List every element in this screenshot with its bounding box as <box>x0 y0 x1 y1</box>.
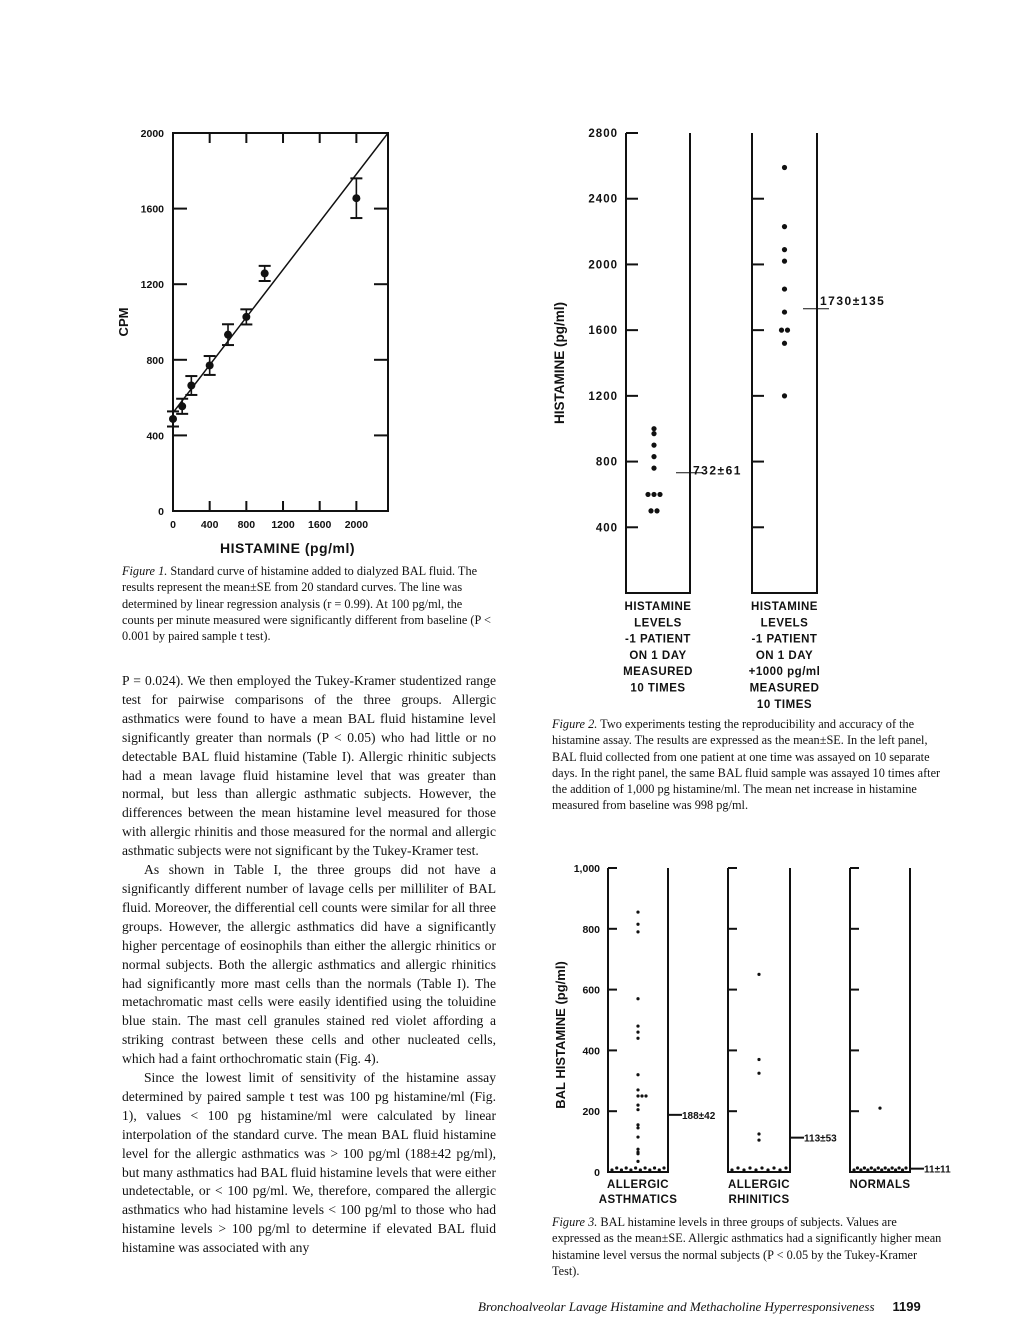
data-point <box>636 1088 639 1091</box>
panel-label: LEVELS <box>634 617 682 630</box>
data-point <box>657 492 662 497</box>
data-point <box>904 1166 907 1169</box>
data-point <box>636 1104 639 1107</box>
mean-annotation: 732±61 <box>693 463 742 478</box>
y-tick-label: 2800 <box>588 128 618 140</box>
data-point <box>782 286 787 291</box>
data-point <box>629 1168 632 1171</box>
data-point <box>878 1107 881 1110</box>
x-tick-label: 800 <box>237 519 256 531</box>
panel-label: ON 1 DAY <box>755 649 814 662</box>
data-point <box>730 1168 733 1171</box>
body-text <box>122 672 496 1258</box>
y-tick-label: 200 <box>582 1106 600 1119</box>
data-point <box>178 402 186 410</box>
page-number: 1199 <box>892 1299 921 1314</box>
data-point <box>620 1168 623 1171</box>
data-point <box>636 1135 639 1138</box>
y-tick-label: 0 <box>158 506 164 518</box>
data-point <box>643 1166 646 1169</box>
data-point <box>662 1166 665 1169</box>
page-footer <box>478 1299 921 1315</box>
y-axis-label: CPM <box>116 307 131 337</box>
figure-1-caption-text: Standard curve of histamine added to dialyzed BAL fluid. The results represent the mean±SE from 20 standard curves. The line was determined by linear regression analysis (r = 0.99). At 100 pg/ml, the counts per minute measured were significantly different from baseline (P < 0.001 by paired sample t test). <box>122 564 491 644</box>
y-axis-label: HISTAMINE (pg/ml) <box>552 302 567 424</box>
data-point <box>852 1168 855 1171</box>
y-tick-label: 1200 <box>588 390 618 403</box>
data-point <box>782 247 787 252</box>
x-tick-label: 1200 <box>271 519 295 531</box>
y-tick-label: 800 <box>582 923 600 936</box>
mean-annotation: 1730±135 <box>820 293 886 308</box>
y-tick-label: 800 <box>595 456 618 469</box>
data-point <box>748 1166 751 1169</box>
panel-label: HISTAMINE <box>751 601 818 613</box>
data-point <box>742 1168 745 1171</box>
y-tick-label: 2400 <box>588 193 618 206</box>
data-point <box>651 443 656 448</box>
panel-label: 10 TIMES <box>630 682 686 695</box>
panel-label: NORMALS <box>849 1179 911 1191</box>
data-point <box>785 328 790 333</box>
panel-frame <box>728 868 790 1172</box>
panel-label: 10 TIMES <box>756 698 813 711</box>
x-tick-label: 400 <box>200 519 219 531</box>
x-tick-label: 1600 <box>308 519 332 531</box>
y-tick-label: 1200 <box>140 279 164 292</box>
panel-label: HISTAMINE <box>624 601 692 613</box>
data-point <box>782 309 787 314</box>
data-point <box>736 1166 739 1169</box>
data-point <box>648 1168 651 1171</box>
data-point <box>636 1152 639 1155</box>
running-title: Bronchoalveolar Lavage Histamine and Methacholine Hyperresponsiveness <box>478 1299 875 1314</box>
data-point <box>757 1058 760 1061</box>
data-point <box>894 1168 897 1171</box>
data-point <box>782 341 787 346</box>
data-point <box>884 1166 887 1169</box>
figure-2-caption <box>552 716 945 814</box>
data-point <box>352 194 360 202</box>
data-point <box>636 1108 639 1111</box>
panel-label: ALLERGIC <box>607 1179 669 1191</box>
mean-annotation: 188±42 <box>682 1110 716 1122</box>
mean-annotation: 11±11 <box>924 1164 951 1176</box>
panel-label: MEASURED <box>749 682 820 695</box>
y-tick-label: 600 <box>582 984 600 997</box>
figure-3-label: Figure 3. <box>552 1215 598 1229</box>
data-point <box>870 1166 873 1169</box>
data-point <box>651 454 656 459</box>
data-point <box>636 1037 639 1040</box>
data-point <box>754 1168 757 1171</box>
y-tick-label: 0 <box>594 1167 600 1179</box>
figure-2-chart <box>540 120 960 720</box>
data-point <box>636 997 639 1000</box>
data-point <box>636 923 639 926</box>
data-point <box>651 492 656 497</box>
data-point <box>897 1166 900 1169</box>
data-point <box>206 361 214 369</box>
y-tick-label: 400 <box>146 430 164 443</box>
data-point <box>859 1168 862 1171</box>
data-point <box>636 1126 639 1129</box>
x-tick-label: 2000 <box>344 519 369 531</box>
panel-label: ON 1 DAY <box>629 649 687 662</box>
x-axis-label: HISTAMINE (pg/ml) <box>219 540 356 556</box>
data-point <box>877 1166 880 1169</box>
y-tick-label: 1,000 <box>573 863 600 875</box>
data-point <box>782 259 787 264</box>
figure-2-label: Figure 2. <box>552 717 598 731</box>
panel-label: MEASURED <box>623 666 693 679</box>
y-tick-label: 400 <box>595 522 618 535</box>
figure-1-chart <box>100 120 520 560</box>
figure-2-caption-text: Two experiments testing the reproducibility and accuracy of the histamine assay. The results are expressed as the mean±SE. In the left panel, BAL fluid collected from one patient at one time was assayed on 10 separate days. In the right panel, the same BAL fluid sample was assayed 10 times after the addition of 1,000 pg histamine/ml. The mean net increase in histamine measured from baseline was 998 pg/ml. <box>552 717 941 813</box>
data-point <box>766 1168 769 1171</box>
data-point <box>640 1094 643 1097</box>
y-tick-label: 1600 <box>588 325 618 338</box>
data-point <box>224 331 232 339</box>
figure-3-caption <box>552 1214 945 1279</box>
data-point <box>658 1168 661 1171</box>
y-tick-label: 2000 <box>140 128 164 140</box>
panel-frame <box>752 133 817 593</box>
panel-label: RHINITICS <box>728 1194 790 1206</box>
data-point <box>651 466 656 471</box>
figure-1-caption <box>122 563 494 644</box>
figure-1-label: Figure 1. <box>122 564 168 578</box>
data-point <box>636 1094 639 1097</box>
x-tick-label: 0 <box>170 519 176 531</box>
data-point <box>615 1166 618 1169</box>
data-point <box>636 1031 639 1034</box>
y-tick-label: 1600 <box>140 203 164 216</box>
data-point <box>856 1166 859 1169</box>
data-point <box>651 426 656 431</box>
data-point <box>636 1073 639 1076</box>
y-tick-label: 2000 <box>588 259 618 272</box>
panel-label: ALLERGIC <box>728 1179 790 1191</box>
panel-label: -1 PATIENT <box>751 633 818 646</box>
data-point <box>891 1166 894 1169</box>
data-point <box>242 313 250 321</box>
data-point <box>782 393 787 398</box>
data-point <box>636 1148 639 1151</box>
y-tick-label: 400 <box>582 1045 600 1058</box>
data-point <box>757 1132 760 1135</box>
data-point <box>636 930 639 933</box>
data-point <box>636 910 639 913</box>
data-point <box>651 431 656 436</box>
panel-label: -1 PATIENT <box>625 633 691 646</box>
data-point <box>866 1168 869 1171</box>
data-point <box>636 1024 639 1027</box>
data-point <box>187 382 195 390</box>
regression-line <box>173 133 388 413</box>
data-point <box>784 1166 787 1169</box>
panel-label: LEVELS <box>760 617 809 630</box>
data-point <box>636 1123 639 1126</box>
data-point <box>901 1168 904 1171</box>
panel-frame <box>850 868 910 1172</box>
data-point <box>645 492 650 497</box>
data-point <box>261 269 269 277</box>
paragraph: Since the lowest limit of sensitivity of the histamine assay determined by paired sample t test was 100 pg histamine/ml (Fig. 1), values < 100 pg histamine/ml were calculated by linear interpolation of the standard curve. The mean BAL fluid histamine level for the allergic asthmatics was > 100 pg/ml (188±42 pg/ml), but many asthmatics had BAL fluid histamine levels that were either undetectable, or < 100 pg/ml. We, therefore, compared the allergic asthmatics who had histamine levels < 100 pg/ml to those who had histamine levels > 100 pg/ml to determine if elevated BAL fluid histamine was associated with any <box>122 1070 496 1256</box>
data-point <box>653 1166 656 1169</box>
data-point <box>644 1094 647 1097</box>
data-point <box>639 1168 642 1171</box>
data-point <box>757 973 760 976</box>
data-point <box>648 508 653 513</box>
figure-3-chart <box>540 855 980 1215</box>
data-point <box>873 1168 876 1171</box>
mean-annotation: 113±53 <box>804 1133 837 1145</box>
data-point <box>625 1166 628 1169</box>
data-point <box>782 224 787 229</box>
paragraph: P = 0.024). We then employed the Tukey-Kramer studentized range test for pairwise comparisons of the three groups. Allergic asthmatics were found to have a mean BAL fluid histamine level significantly greater than normals (P < 0.05) who had little or no detectable BAL fluid histamine (Table I). Allergic rhinitic subjects had a mean lavage fluid histamine level that was greater than normal, but less than allergic asthmatic subjects. However, the differences between the mean histamine level measured for those with allergic rhinitis and those measured for the normal and allergic asthmatic subjects were not significant by the Tukey-Kramer test. <box>122 673 496 859</box>
panel-frame <box>626 133 690 593</box>
y-axis-label: BAL HISTAMINE (pg/ml) <box>553 961 568 1109</box>
data-point <box>782 165 787 170</box>
data-point <box>887 1168 890 1171</box>
data-point <box>757 1072 760 1075</box>
data-point <box>760 1166 763 1169</box>
data-point <box>636 1160 639 1163</box>
data-point <box>610 1168 613 1171</box>
y-tick-label: 800 <box>146 354 164 367</box>
data-point <box>634 1166 637 1169</box>
data-point <box>863 1166 866 1169</box>
data-point <box>757 1138 760 1141</box>
data-point <box>880 1168 883 1171</box>
data-point <box>778 1168 781 1171</box>
panel-label: +1000 pg/ml <box>748 666 821 679</box>
figure-3-caption-text: BAL histamine levels in three groups of subjects. Values are expressed as the mean±SE. Allergic asthmatics had a significantly higher mean histamine level versus the normal subjects (P < 0.05 by the Tukey-Kramer Test). <box>552 1215 942 1278</box>
data-point <box>169 415 177 423</box>
paragraph: As shown in Table I, the three groups did not have a significantly different number of lavage cells per milliliter of BAL fluid. Moreover, the differential cell counts were similar for all three groups. However, the allergic asthmatics did have a significantly higher percentage of eosinophils than either the allergic rhinitics or normal subjects. Both the allergic asthmatics and allergic rhinitics had significantly more mast cells than the normals (Table I). The metachromatic mast cells were easily identified using the toluidine blue stain. The mast cell granules stained red violet affording a striking contrast between these cells and other nucleated cells, which had a faint orthochromatic stain (Fig. 4). <box>122 862 496 1067</box>
data-point <box>772 1166 775 1169</box>
panel-label: ASTHMATICS <box>598 1194 678 1206</box>
data-point <box>654 508 659 513</box>
data-point <box>779 328 784 333</box>
